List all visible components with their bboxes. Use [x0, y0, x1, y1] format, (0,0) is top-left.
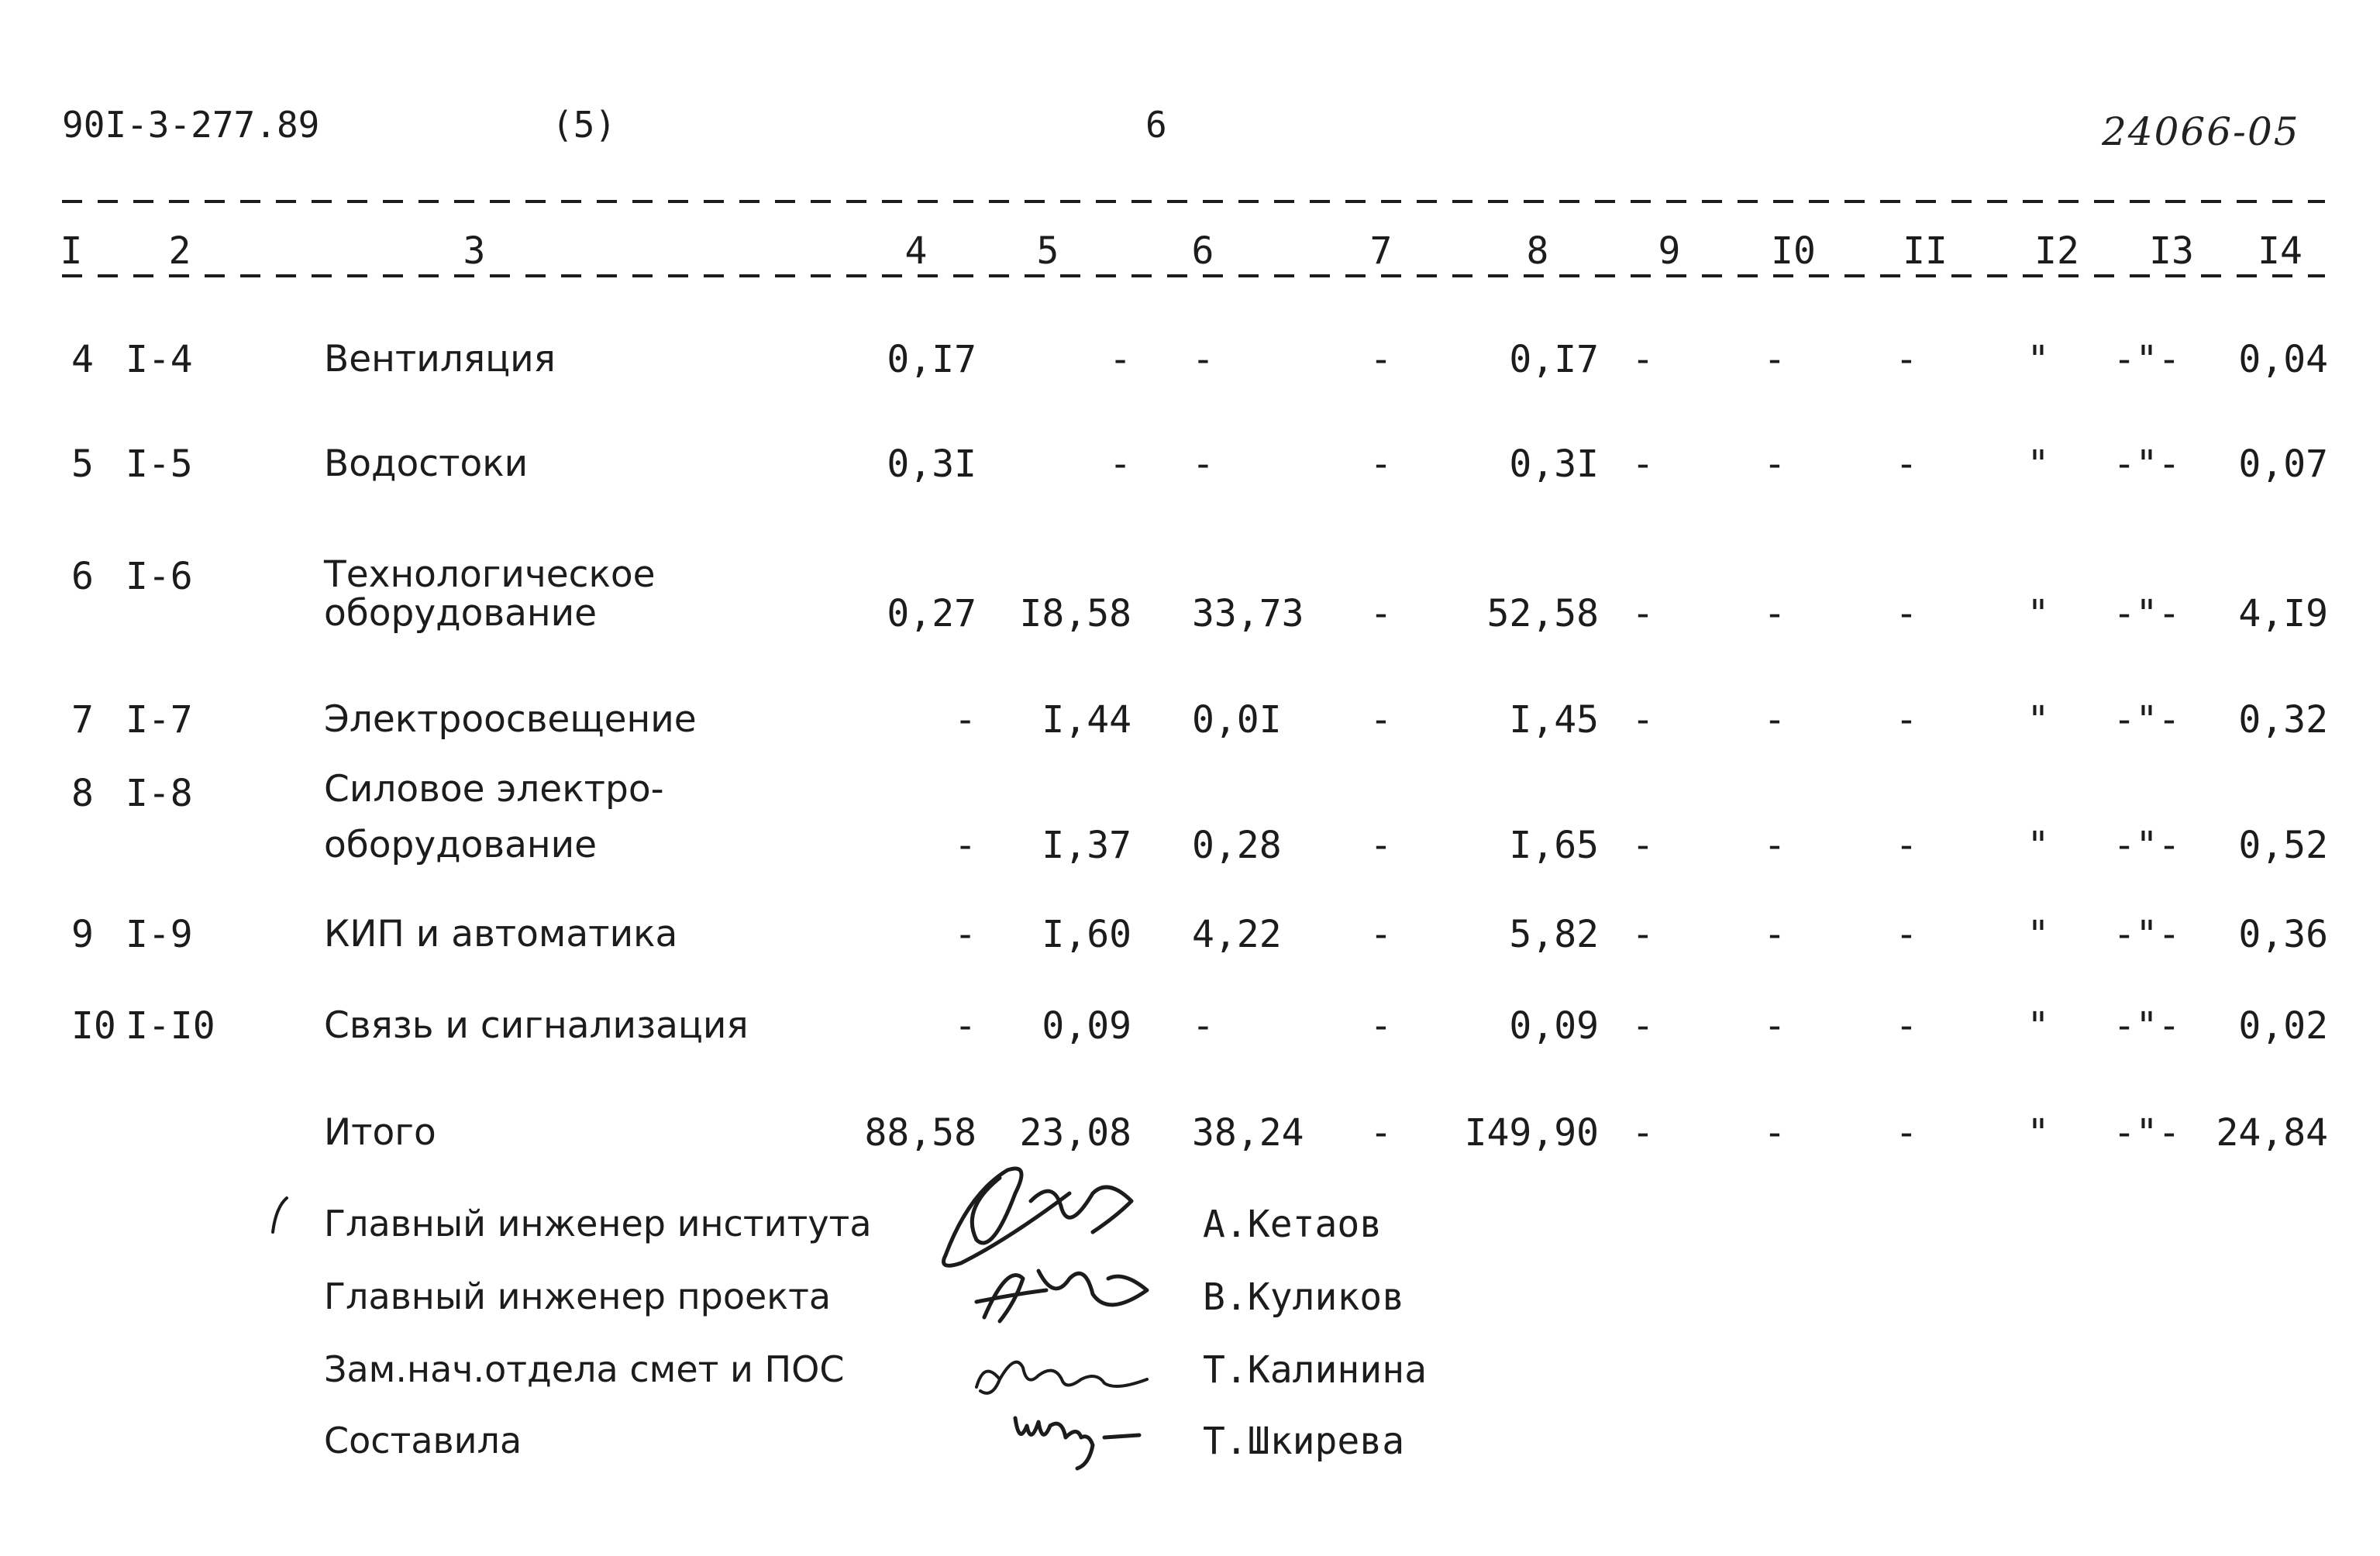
cell-col-11: - — [1895, 913, 1918, 956]
column-number: 4 — [904, 229, 928, 273]
signatory-name: Т.Шкирева — [1203, 1420, 1405, 1463]
cell-col-4: 0,27 — [887, 592, 976, 635]
row-code: I-4 — [126, 338, 193, 381]
cell-col-7: - — [1369, 1004, 1393, 1048]
row-number: 6 — [71, 555, 94, 598]
cell-col-4: 0,3I — [887, 442, 976, 486]
total-col-4: 88,58 — [864, 1111, 976, 1155]
row-name: оборудование — [324, 824, 598, 866]
cell-col-7: - — [1369, 592, 1393, 635]
cell-col-11: - — [1895, 824, 1918, 867]
cell-col-7: - — [1369, 824, 1393, 867]
total-col-9: - — [1631, 1111, 1655, 1155]
cell-col-10: - — [1763, 442, 1786, 486]
cell-col-4: 0,I7 — [887, 338, 976, 381]
page-number: 6 — [1145, 104, 1167, 146]
cell-col-11: - — [1895, 592, 1918, 635]
column-number: I3 — [2149, 229, 2194, 273]
column-number: 7 — [1369, 229, 1393, 273]
cell-col-10: - — [1763, 1004, 1786, 1048]
signature-role: Составила — [324, 1420, 522, 1461]
cell-col-5: - — [1109, 338, 1131, 381]
cell-col-6: - — [1192, 1004, 1214, 1048]
signature-kalinina — [969, 1344, 1162, 1406]
cell-col-8: I,65 — [1509, 824, 1599, 867]
cell-col-7: - — [1369, 698, 1393, 742]
cell-col-13: -"- — [2113, 824, 2181, 867]
cell-col-6: 4,22 — [1192, 913, 1282, 956]
column-number: 3 — [463, 229, 486, 273]
total-col-5: 23,08 — [1019, 1111, 1131, 1155]
total-col-14: 24,84 — [2216, 1111, 2328, 1155]
row-number: 7 — [71, 698, 94, 742]
part-number: (5) — [552, 104, 617, 146]
row-name: Силовое электро- — [324, 768, 664, 811]
row-code: I-I0 — [126, 1004, 215, 1048]
cell-col-6: 0,0I — [1192, 698, 1282, 742]
row-code: I-9 — [126, 913, 193, 956]
cell-col-5: I8,58 — [1019, 592, 1131, 635]
cell-col-5: I,60 — [1042, 913, 1131, 956]
cell-col-5: 0,09 — [1042, 1004, 1131, 1048]
column-number: I0 — [1771, 229, 1816, 273]
cell-col-14: 4,I9 — [2238, 592, 2328, 635]
cell-col-7: - — [1369, 913, 1393, 956]
cell-col-9: - — [1631, 913, 1655, 956]
row-number: 9 — [71, 913, 94, 956]
total-col-8: I49,90 — [1464, 1111, 1599, 1155]
signatory-name: Т.Калинина — [1203, 1348, 1427, 1392]
cell-col-6: 0,28 — [1192, 824, 1282, 867]
cell-col-9: - — [1631, 1004, 1655, 1048]
cell-col-10: - — [1763, 592, 1786, 635]
cell-col-8: 0,09 — [1509, 1004, 1599, 1048]
signature-role: Зам.нач.отдела смет и ПОС — [324, 1348, 845, 1390]
cell-col-9: - — [1631, 338, 1655, 381]
cell-col-10: - — [1763, 698, 1786, 742]
cell-col-14: 0,52 — [2238, 824, 2328, 867]
cell-col-13: -"- — [2113, 338, 2181, 381]
cell-col-6: - — [1192, 442, 1214, 486]
row-code: I-8 — [126, 772, 193, 815]
total-col-11: - — [1895, 1111, 1918, 1155]
signatory-name: А.Кетаов — [1203, 1203, 1383, 1246]
cell-col-12: " — [2027, 913, 2050, 956]
signature-shkireva — [1007, 1403, 1155, 1472]
cell-col-13: -"- — [2113, 1004, 2181, 1048]
document-code: 90I-3-277.89 — [62, 104, 320, 146]
cell-col-12: " — [2027, 592, 2050, 635]
row-code: I-6 — [126, 555, 193, 598]
column-number: II — [1903, 229, 1948, 273]
cell-col-6: - — [1192, 338, 1214, 381]
cell-col-11: - — [1895, 338, 1918, 381]
margin-check-mark — [263, 1193, 310, 1240]
cell-col-6: 33,73 — [1192, 592, 1304, 635]
row-name: Водостоки — [324, 442, 529, 485]
cell-col-7: - — [1369, 442, 1393, 486]
cell-col-13: -"- — [2113, 913, 2181, 956]
cell-col-11: - — [1895, 698, 1918, 742]
total-col-12: " — [2027, 1111, 2050, 1155]
cell-col-10: - — [1763, 824, 1786, 867]
cell-col-4: - — [954, 698, 976, 742]
cell-col-9: - — [1631, 698, 1655, 742]
cell-col-14: 0,04 — [2238, 338, 2328, 381]
cell-col-11: - — [1895, 442, 1918, 486]
cell-col-5: I,44 — [1042, 698, 1131, 742]
cell-col-14: 0,32 — [2238, 698, 2328, 742]
cell-col-4: - — [954, 913, 976, 956]
column-number: 2 — [168, 229, 191, 273]
cell-col-8: 5,82 — [1509, 913, 1599, 956]
cell-col-12: " — [2027, 824, 2050, 867]
cell-col-14: 0,02 — [2238, 1004, 2328, 1048]
header-bottom-dashed-rule — [62, 274, 2325, 277]
cell-col-11: - — [1895, 1004, 1918, 1048]
row-name: Вентиляция — [324, 338, 556, 380]
cell-col-5: I,37 — [1042, 824, 1131, 867]
row-name: КИП и автоматика — [324, 913, 678, 955]
cell-col-4: - — [954, 824, 976, 867]
total-col-10: - — [1763, 1111, 1786, 1155]
total-col-6: 38,24 — [1192, 1111, 1304, 1155]
cell-col-5: - — [1109, 442, 1131, 486]
row-number: 4 — [71, 338, 94, 381]
cell-col-10: - — [1763, 338, 1786, 381]
cell-col-8: 0,3I — [1509, 442, 1599, 486]
column-number: 5 — [1036, 229, 1059, 273]
cell-col-10: - — [1763, 913, 1786, 956]
cell-col-12: " — [2027, 442, 2050, 486]
cell-col-8: I,45 — [1509, 698, 1599, 742]
cell-col-14: 0,07 — [2238, 442, 2328, 486]
cell-col-8: 52,58 — [1486, 592, 1599, 635]
cell-col-12: " — [2027, 1004, 2050, 1048]
signatory-name: В.Куликов — [1203, 1275, 1405, 1319]
row-number: 8 — [71, 772, 94, 815]
cell-col-4: - — [954, 1004, 976, 1048]
signature-kulikov — [953, 1248, 1162, 1333]
column-number: 6 — [1191, 229, 1214, 273]
row-name: Электроосвещение — [324, 698, 697, 741]
column-number: I2 — [2034, 229, 2079, 273]
column-number: 9 — [1658, 229, 1681, 273]
row-name: оборудование — [324, 592, 598, 635]
cell-col-9: - — [1631, 824, 1655, 867]
column-number: 8 — [1526, 229, 1549, 273]
row-code: I-7 — [126, 698, 193, 742]
total-col-7: - — [1369, 1111, 1393, 1155]
cell-col-13: -"- — [2113, 698, 2181, 742]
row-name: Связь и сигнализация — [324, 1004, 749, 1047]
cell-col-12: " — [2027, 698, 2050, 742]
total-col-13: -"- — [2113, 1111, 2181, 1155]
cell-col-9: - — [1631, 592, 1655, 635]
header-top-dashed-rule — [62, 200, 2325, 203]
cell-col-13: -"- — [2113, 442, 2181, 486]
column-number: I4 — [2258, 229, 2303, 273]
cell-col-9: - — [1631, 442, 1655, 486]
total-label: Итого — [324, 1111, 436, 1154]
handwritten-inventory-number: 24066-05 — [2102, 109, 2300, 154]
row-number: 5 — [71, 442, 94, 486]
cell-col-12: " — [2027, 338, 2050, 381]
signature-role: Главный инженер проекта — [324, 1275, 832, 1317]
cell-col-14: 0,36 — [2238, 913, 2328, 956]
row-number: I0 — [71, 1004, 116, 1048]
column-number: I — [60, 229, 83, 273]
cell-col-8: 0,I7 — [1509, 338, 1599, 381]
cell-col-7: - — [1369, 338, 1393, 381]
cell-col-13: -"- — [2113, 592, 2181, 635]
row-name: Технологическое — [324, 553, 656, 596]
row-code: I-5 — [126, 442, 193, 486]
signature-role: Главный инженер института — [324, 1203, 872, 1244]
